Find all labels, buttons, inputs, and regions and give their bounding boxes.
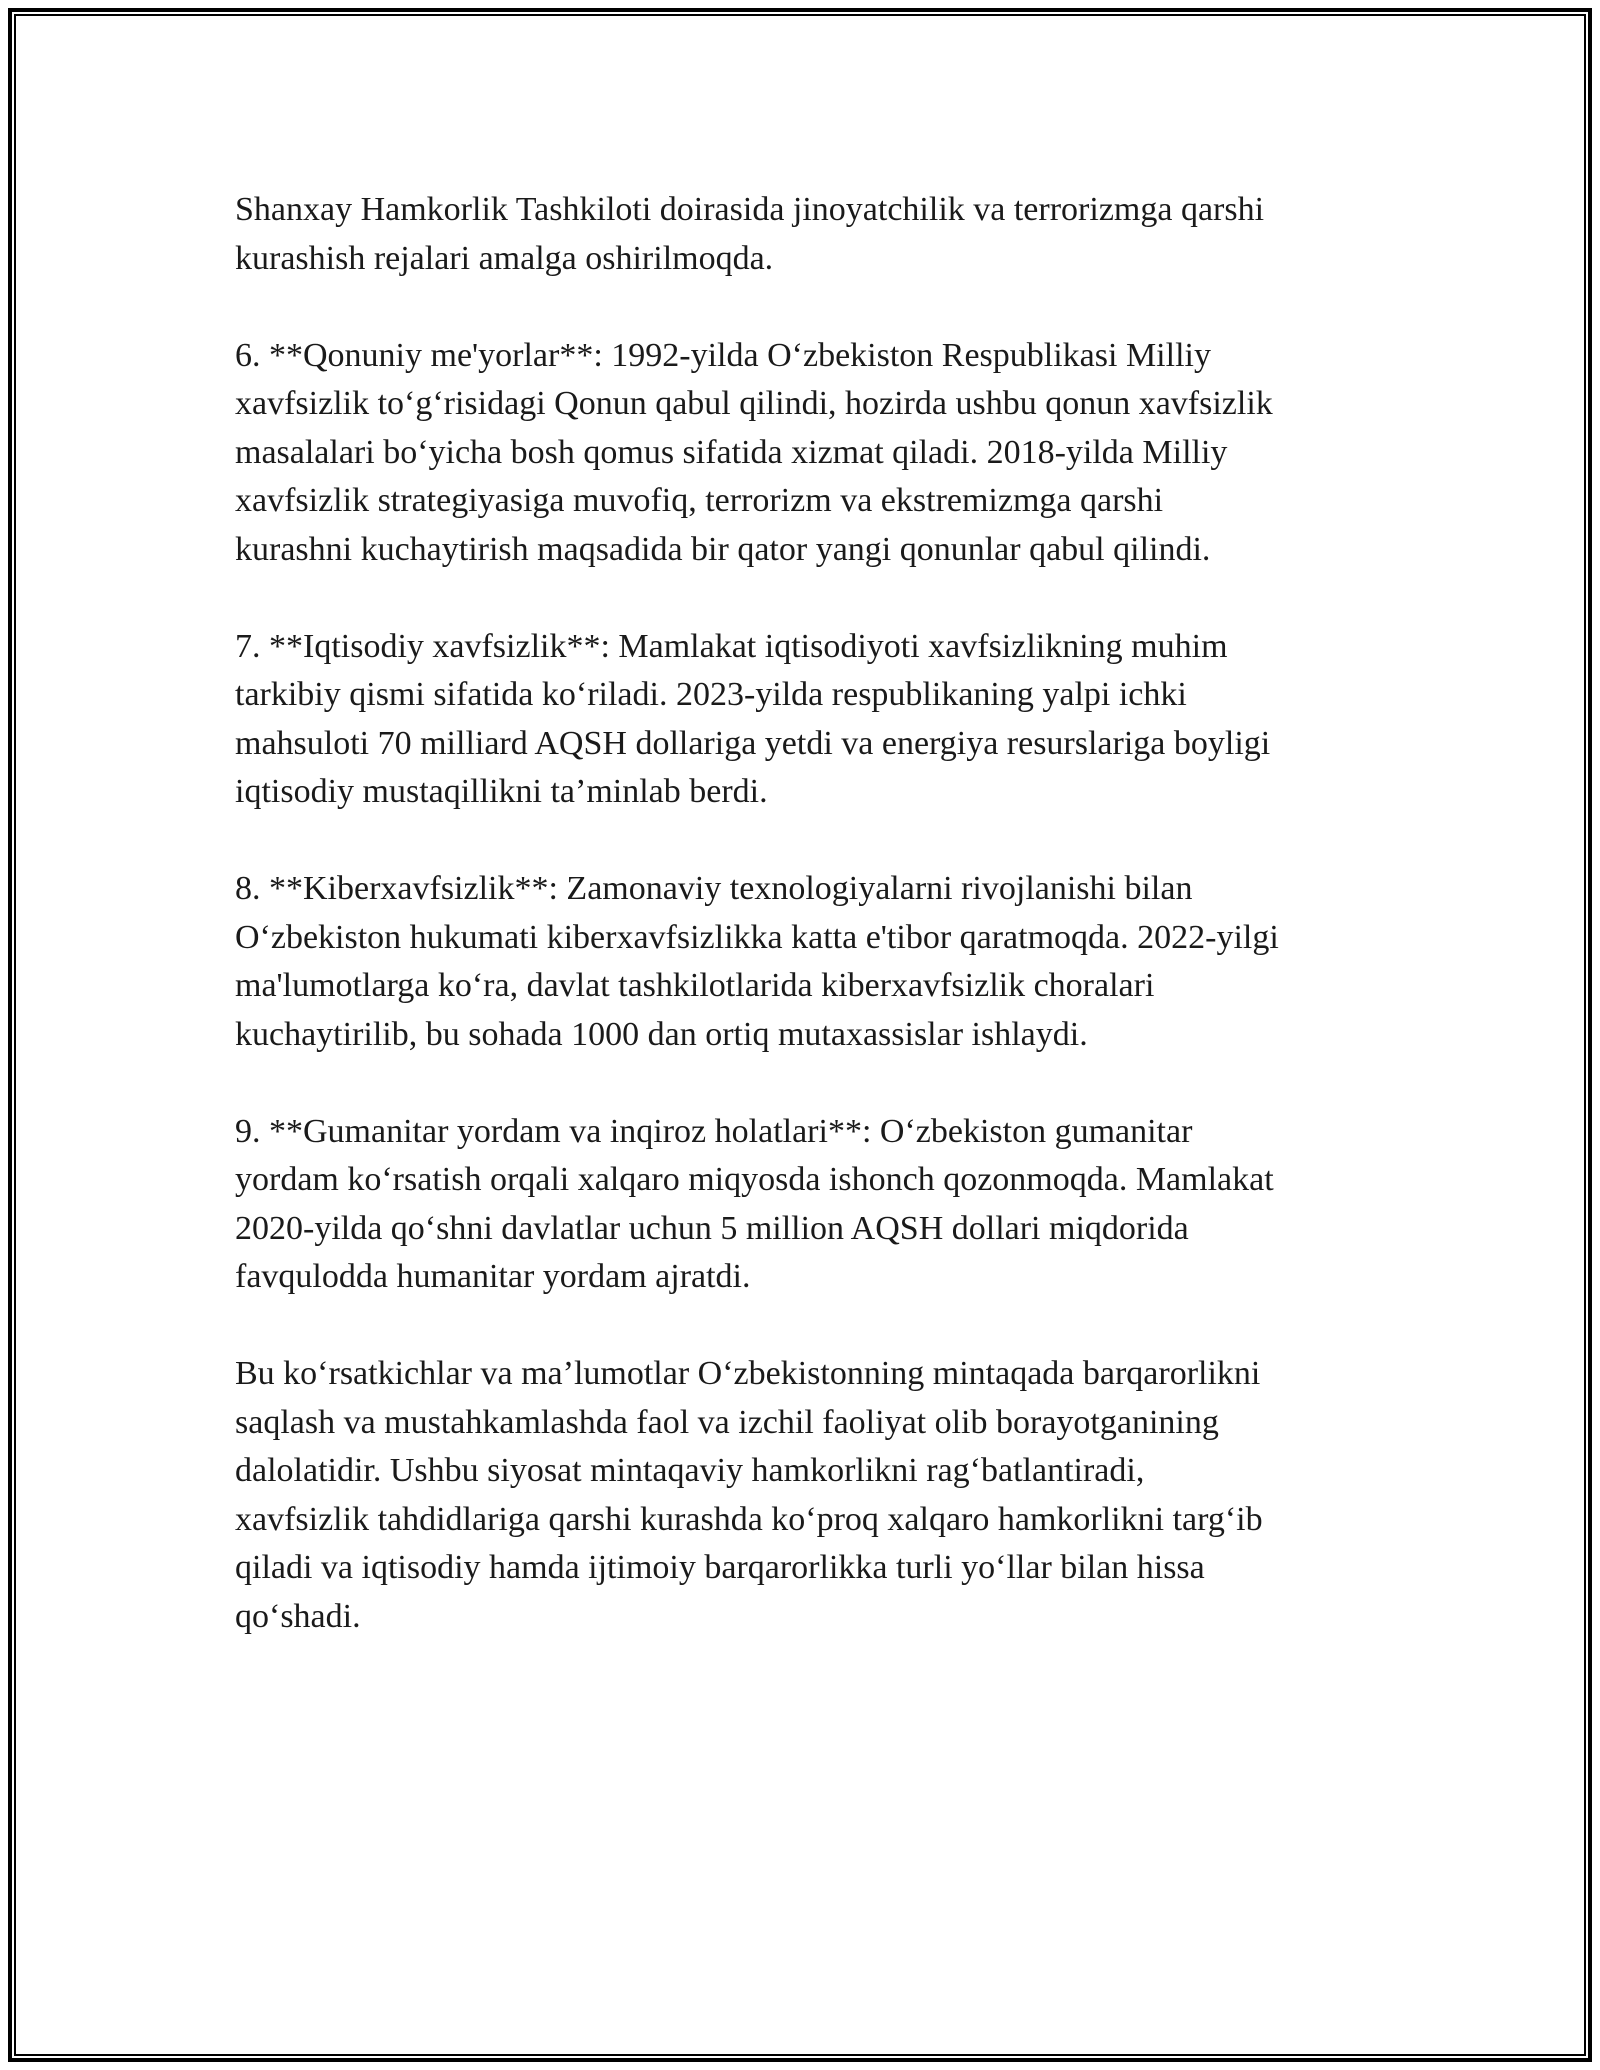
paragraph-legal-norms: 6. **Qonuniy me'yorlar**: 1992-yilda O‘zbekiston Respublikasi Milliy xavfsizlik to‘g‘risidagi Qonun qabul qilindi, hozirda ushbu qonun xavfsizlik masalalari bo‘yicha bosh qomus sifatida xizmat qiladi. 2018-yilda Milliy xavfsizlik strategiyasiga muvofiq, terrorizm va ekstremizmga qarshi kurashni kuchaytirish maqsadida bir qator yangi qonunlar qabul qilindi. (235, 336, 1273, 568)
paragraph-economic-security: 7. **Iqtisodiy xavfsizlik**: Mamlakat iqtisodiyoti xavfsizlikning muhim tarkibiy qismi sifatida ko‘riladi. 2023-yilda respublikaning yalpi ichki mahsuloti 70 milliard AQSH dollariga yetdi va energiya resurslariga boyligi iqtisodiy mustaqillikni ta’minlab berdi. (235, 627, 1271, 810)
paragraph-conclusion: Bu ko‘rsatkichlar va ma’lumotlar O‘zbekistonning mintaqada barqarorlikni saqlash va mustahkamlashda faol va izchil faoliyat olib borayotganining dalolatidir. Ushbu siyosat mintaqaviy hamkorlikni rag‘batlantiradi, xavfsizlik tahdidlariga qarshi kurashda ko‘proq xalqaro hamkorlikni targ‘ib qiladi va iqtisodiy hamda ijtimoiy barqarorlikka turli yo‘llar bilan hissa qo‘shadi. (235, 1355, 1263, 1635)
paragraph-humanitarian-aid: 9. **Gumanitar yordam va inqiroz holatlari**: O‘zbekiston gumanitar yordam ko‘rsatish orqali xalqaro miqyosda ishonch qozonmoqda. Mamlakat 2020-yilda qo‘shni davlatlar uchun 5 million AQSH dollari miqdorida favqulodda humanitar yordam ajratdi. (235, 1112, 1274, 1295)
document-body (235, 186, 1385, 1641)
paragraph-intro: Shanxay Hamkorlik Tashkiloti doirasida jinoyatchilik va terrorizmga qarshi kurashish rejalari amalga oshirilmoqda. (235, 191, 1265, 277)
paragraph-cybersecurity: 8. **Kiberxavfsizlik**: Zamonaviy texnologiyalarni rivojlanishi bilan O‘zbekiston hukumati kiberxavfsizlikka katta e'tibor qaratmoqda. 2022-yilgi ma'lumotlarga ko‘ra, davlat tashkilotlarida kiberxavfsizlik choralari kuchaytirilib, bu sohada 1000 dan ortiq mutaxassislar ishlaydi. (235, 870, 1279, 1053)
